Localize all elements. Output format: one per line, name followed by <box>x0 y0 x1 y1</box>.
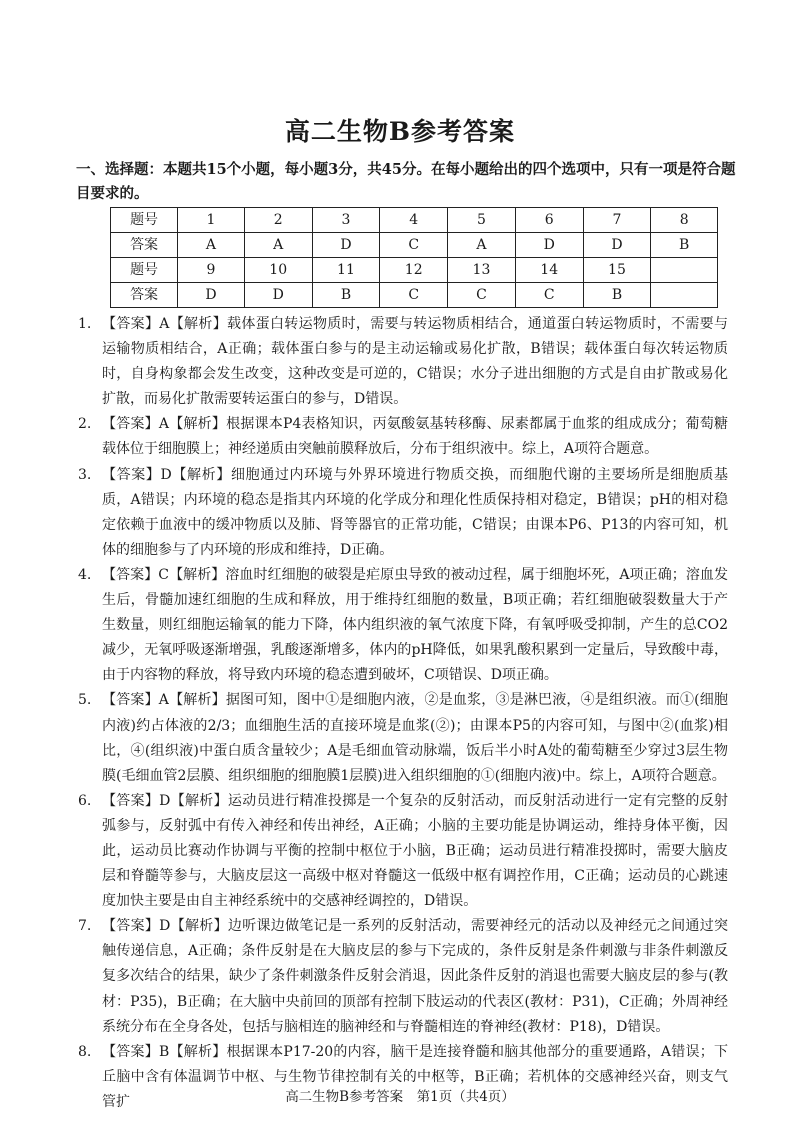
answer-table-cell: 15 <box>583 258 651 283</box>
explanation-number: 8. <box>78 1043 92 1060</box>
explanation-number: 5. <box>78 692 92 709</box>
answer-table-row <box>111 208 718 233</box>
explanation-number: 4. <box>78 566 92 583</box>
explanation-text: 【答案】C【解析】溶血时红细胞的破裂是疟原虫导致的被动过程，属于细胞坏死，A项正确；溶血发生后，骨髓加速红细胞的生成和释放，用于维持红细胞的数量，B项正确；若红细胞破裂数量大于产生数量，则红细胞运输氧的能力下降，体内组织液的氧气浓度下降，有氧呼吸受抑制，产生的总CO2减少，无氧呼吸逐渐增强，乳酸逐渐增多，体内的pH降低，如果乳酸积累到一定量后，导致酸中毒，由于内容物的释放，将导致内环境的稳态遭到破坏，C项错误、D项正确。 <box>102 566 728 684</box>
answer-table-cell: 1 <box>178 208 245 233</box>
explanation-item <box>78 412 728 462</box>
explanation-number: 2. <box>78 416 92 433</box>
answer-table-cell <box>651 283 718 308</box>
answer-table <box>110 207 718 308</box>
answer-table-cell: 3 <box>312 208 380 233</box>
explanation-number: 3. <box>78 466 92 483</box>
answer-table-cell: 13 <box>448 258 516 283</box>
answer-table-cell: 10 <box>244 258 312 283</box>
answer-table-cell: A <box>244 233 312 258</box>
answer-table-cell: B <box>583 283 651 308</box>
answer-table-cell: D <box>515 233 583 258</box>
explanation-item <box>78 789 728 914</box>
page-footer: 高二生物B参考答案 第1页（共4页） <box>285 1089 515 1105</box>
answer-table-cell <box>651 258 718 283</box>
answer-table-cell: B <box>312 283 380 308</box>
explanation-item <box>78 914 728 1039</box>
answer-table-cell: 2 <box>244 208 312 233</box>
explanation-number: 1. <box>78 316 92 332</box>
explanation-text: 【答案】A【解析】根据课本P4表格知识，丙氨酸氨基转移酶、尿素都属于血浆的组成成分；葡萄糖载体位于细胞膜上；神经递质由突触前膜释放后，分布于组织液中。综上，A项符合题意。 <box>102 416 728 458</box>
explanation-item <box>78 688 728 788</box>
answer-table-cell: 11 <box>312 258 380 283</box>
explanation-text: 【答案】B【解析】根据课本P17-20的内容，脑干是连接脊髓和脑其他部分的重要通路，A错误；下丘脑中含有体温调节中枢、与生物节律控制有关的中枢等，B正确；若机体的交感神经兴奋，则支气管扩 <box>102 1043 728 1110</box>
answer-table-cell: A <box>448 233 516 258</box>
explanation-text: 【答案】D【解析】细胞通过内环境与外界环境进行物质交换，而细胞代谢的主要场所是细胞质基质，A错误；内环境的稳态是指其内环境的化学成分和理化性质保持相对稳定，B错误；pH的相对稳定依赖于血液中的缓冲物质以及肺、肾等器官的正常功能，C错误；由课本P6、P13的内容可知，机体的细胞参与了内环境的形成和维持，D正确。 <box>102 466 728 558</box>
explanation-item <box>78 463 728 563</box>
explanation-item <box>78 312 728 412</box>
page-title: 高二生物B参考答案 <box>284 117 516 146</box>
answer-table-cell: C <box>380 233 448 258</box>
answer-table-cell: 5 <box>448 208 516 233</box>
explanation-text: 【答案】D【解析】运动员进行精准投掷是一个复杂的反射活动，而反射活动进行一定有完整的反射弧参与，反射弧中有传入神经和传出神经，A正确；小脑的主要功能是协调运动，维持身体平衡，因此，运动员比赛动作协调与平衡的控制中枢位于小脑，B正确；运动员进行精准投掷时，需要大脑皮层和脊髓等参与，大脑皮层这一高级中枢对脊髓这一低级中枢有调控作用，C正确；运动员的心跳速度加快主要是由自主神经系统中的交感神经调控的，D错误。 <box>102 792 728 910</box>
answer-table-cell: 答案 <box>111 283 178 308</box>
explanation-number: 6. <box>78 792 92 809</box>
answer-table-cell: C <box>448 283 516 308</box>
section-heading: 一、选择题：本题共15个小题，每小题3分，共45分。在每小题给出的四个选项中，只有一项是符合题目要求的。 <box>76 161 736 202</box>
answer-table-cell: C <box>515 283 583 308</box>
answer-table-cell: D <box>244 283 312 308</box>
answer-table-cell: 9 <box>178 258 245 283</box>
answer-table-cell: 14 <box>515 258 583 283</box>
answer-table-row <box>111 233 718 258</box>
explanation-list <box>78 312 728 1115</box>
answer-table-cell: 7 <box>583 208 651 233</box>
answer-table-cell: 12 <box>380 258 448 283</box>
answer-table-cell: 4 <box>380 208 448 233</box>
answer-table-cell: 题号 <box>111 258 178 283</box>
answer-table-cell: 题号 <box>111 208 178 233</box>
explanation-text: 【答案】A【解析】载体蛋白转运物质时，需要与转运物质相结合，通道蛋白转运物质时，不需要与运输物质相结合，A正确；载体蛋白参与的是主动运输或易化扩散，B错误；载体蛋白每次转运物质时，自身构象都会发生改变，这种改变是可逆的，C错误；水分子进出细胞的方式是自由扩散或易化扩散，而易化扩散需要转运蛋白的参与，D错误。 <box>102 316 728 408</box>
answer-table-cell: 8 <box>651 208 718 233</box>
answer-table-row <box>111 258 718 283</box>
explanation-number: 7. <box>78 918 92 935</box>
explanation-text: 【答案】A【解析】据图可知，图中①是细胞内液，②是血浆，③是淋巴液，④是组织液。而①(细胞内液)约占体液的2/3；血细胞生活的直接环境是血浆(②)；由课本P5的内容可知，与图中②(血浆)相比，④(组织液)中蛋白质含量较少；A是毛细血管动脉端，饭后半小时A处的葡萄糖至少穿过3层生物膜(毛细血管2层膜、组织细胞的细胞膜1层膜)进入组织细胞的①(细胞内液)中。综上，A项符合题意。 <box>102 692 728 784</box>
answer-table-cell: A <box>178 233 245 258</box>
answer-table-cell: D <box>583 233 651 258</box>
answer-table-cell: D <box>312 233 380 258</box>
answer-table-cell: C <box>380 283 448 308</box>
answer-table-cell: 6 <box>515 208 583 233</box>
explanation-item <box>78 563 728 688</box>
answer-table-cell: B <box>651 233 718 258</box>
answer-table-cell: 答案 <box>111 233 178 258</box>
explanation-text: 【答案】D【解析】边听课边做笔记是一系列的反射活动，需要神经元的活动以及神经元之间通过突触传递信息，A正确；条件反射是在大脑皮层的参与下完成的，条件反射是条件刺激与非条件刺激反复多次结合的结果，缺少了条件刺激条件反射会消退，因此条件反射的消退也需要大脑皮层的参与(教材：P35)，B正确；在大脑中央前回的顶部有控制下肢运动的代表区(教材：P31)，C正确；外周神经系统分布在全身各处，包括与脑相连的脑神经和与脊髓相连的脊神经(教材：P18)，D错误。 <box>102 918 728 1035</box>
answer-table-cell: D <box>178 283 245 308</box>
answer-table-row <box>111 283 718 308</box>
